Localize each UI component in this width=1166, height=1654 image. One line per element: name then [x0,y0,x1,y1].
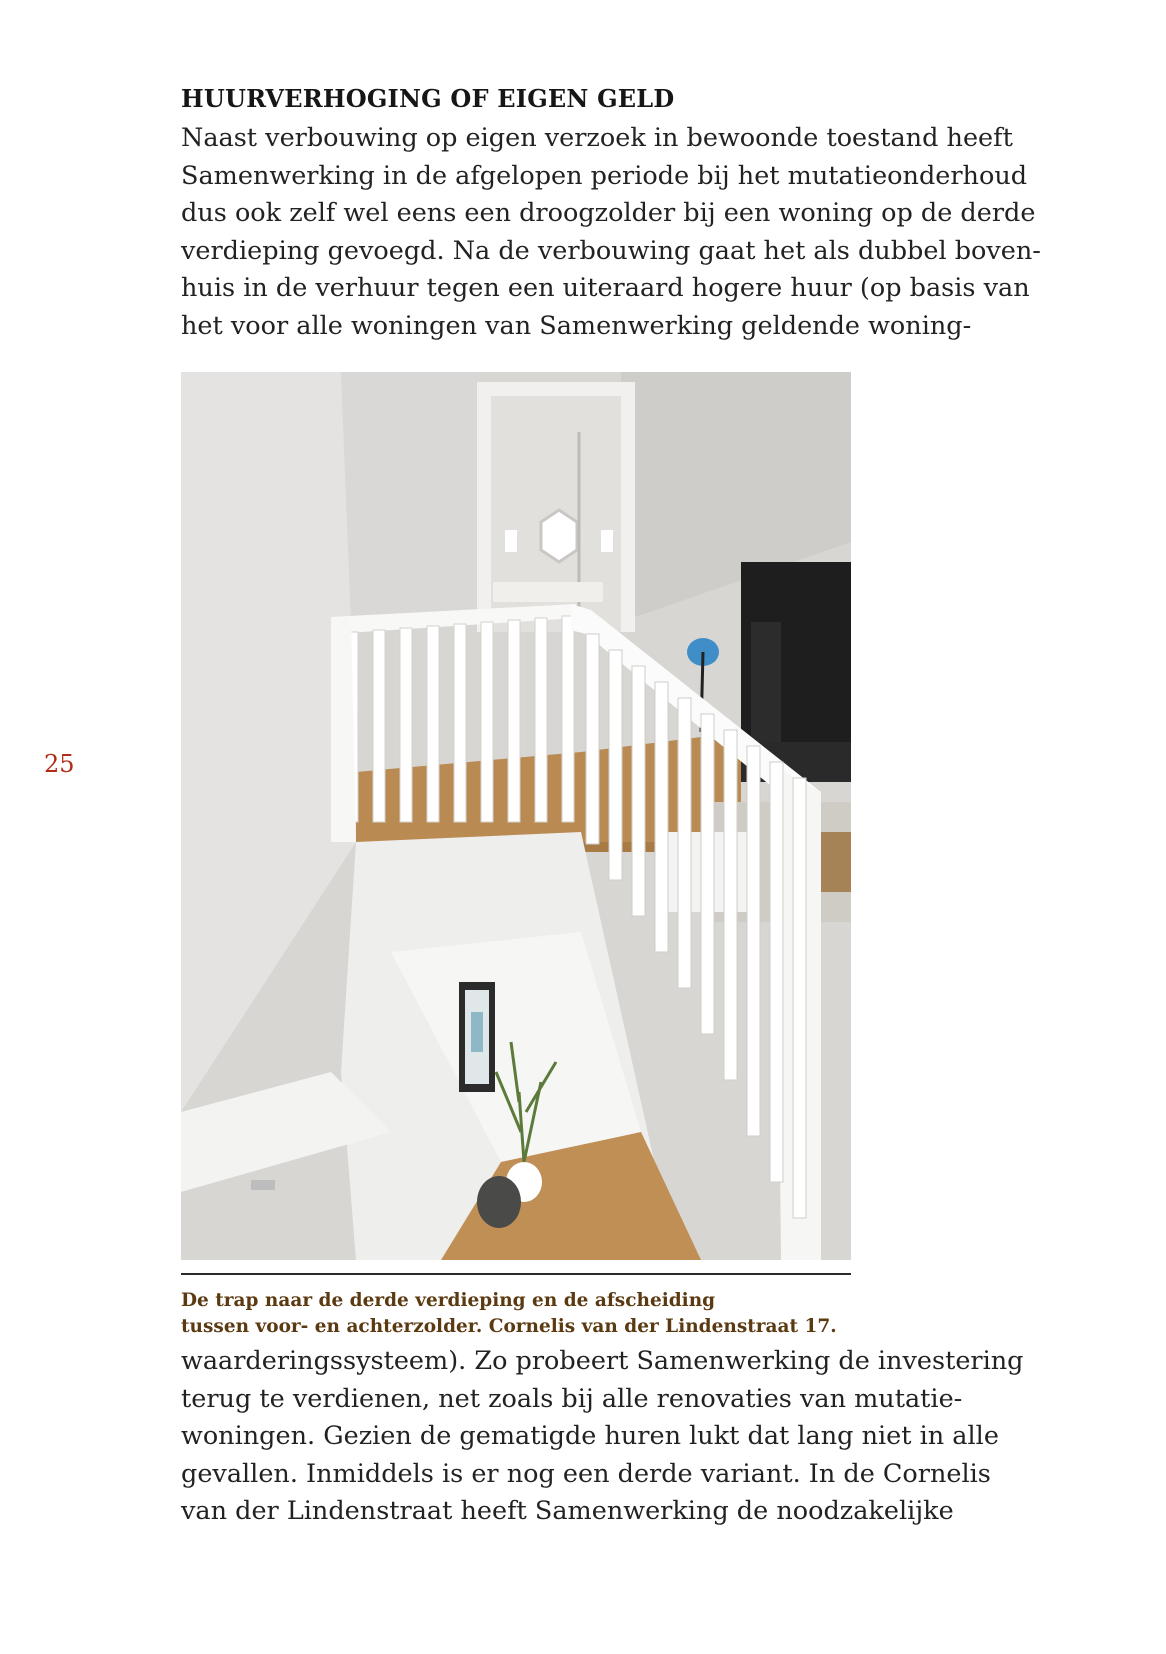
body-paragraph-1 [181,120,1061,345]
body-paragraph-2 [181,1343,1061,1531]
paragraph-line: woningen. Gezien de gematigde huren lukt dat lang niet in alle [181,1421,999,1451]
paragraph-line: waarderingssysteem). Zo probeert Samenwerking de investering [181,1346,1024,1376]
paragraph-line: Naast verbouwing op eigen verzoek in bewoonde toestand heeft [181,123,1013,153]
paragraph-line: van der Lindenstraat heeft Samenwerking de noodzakelijke [181,1496,954,1526]
caption-line: tussen voor- en achterzolder. Cornelis van der Lindenstraat 17. [181,1316,837,1337]
staircase-photo [181,372,851,1260]
section-heading: HUURVERHOGING OF EIGEN GELD [181,84,675,113]
paragraph-line: huis in de verhuur tegen een uiteraard hogere huur (op basis van [181,273,1030,303]
paragraph-line: dus ook zelf wel eens een droogzolder bij een woning op de derde [181,198,1036,228]
page-number: 25 [44,750,75,778]
caption-line: De trap naar de derde verdieping en de afscheiding [181,1290,716,1311]
paragraph-line: Samenwerking in de afgelopen periode bij het mutatieonderhoud [181,160,1028,191]
photo-caption [181,1288,901,1340]
paragraph-line: gevallen. Inmiddels is er nog een derde variant. In de Cornelis [181,1458,991,1489]
paragraph-line: verdieping gevoegd. Na de verbouwing gaat het als dubbel boven- [181,235,1041,266]
caption-divider [181,1273,851,1275]
paragraph-line: het voor alle woningen van Samenwerking geldende woning- [181,310,972,341]
paragraph-line: terug te verdienen, net zoals bij alle renovaties van mutatie- [181,1383,963,1414]
